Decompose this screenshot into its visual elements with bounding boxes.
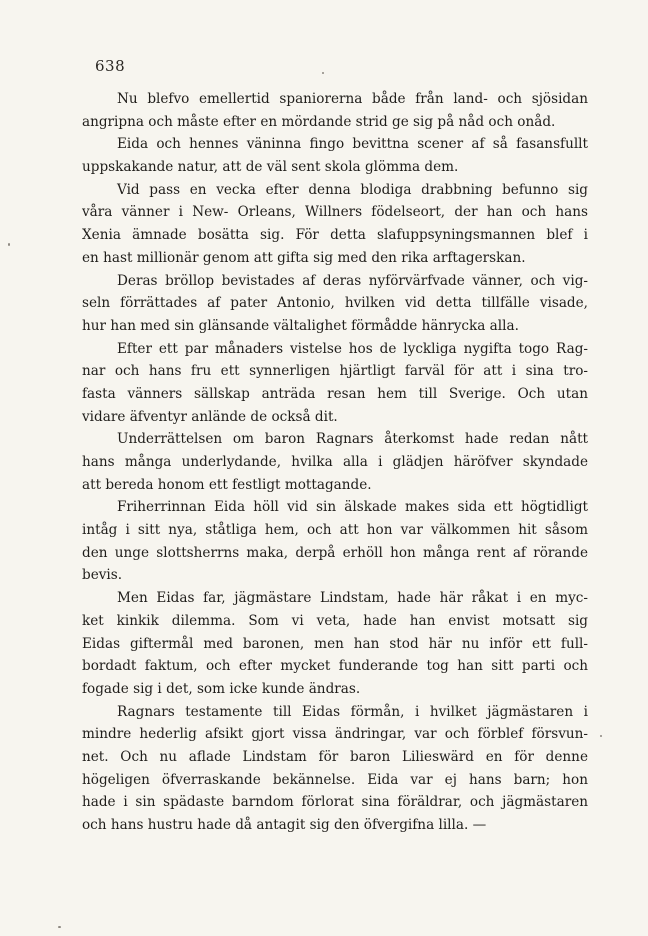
scan-speck — [8, 243, 10, 246]
text-line: hans många underlydande, hvilka alla i glädjen häröfver skyndade — [82, 454, 588, 470]
paragraph — [82, 496, 588, 587]
text-line: våra vänner i New- Orleans, Willners födelseort, der han och hans — [82, 204, 588, 221]
text-line: Eida och hennes väninna fingo bevittna scener af så fasansfullt — [117, 136, 588, 153]
scan-speck — [58, 926, 61, 928]
paragraph — [82, 338, 588, 429]
paragraph — [82, 701, 588, 837]
text-line: högeligen öfverraskande bekännelse. Eida var ej hans barn; hon — [82, 771, 588, 788]
text-line: uppskakande natur, att de väl sent skola glömma dem. — [82, 159, 459, 176]
text-line: mindre hederlig afsikt gjort vissa ändringar, var och förblef försvun- — [82, 726, 588, 743]
text-line: Friherrinnan Eida höll vid sin älskade makes sida ett högtidligt — [117, 499, 588, 516]
body-text — [82, 88, 588, 837]
text-line: Xenia ämnade bosätta sig. För detta slafuppsyningsmannen blef i — [82, 227, 588, 244]
text-line: Men Eidas far, jägmästare Lindstam, hade här råkat i en myc- — [117, 590, 588, 607]
text-line: hur han med sin glänsande vältalighet förmådde hänrycka alla. — [82, 317, 519, 334]
paragraph — [82, 587, 588, 700]
paragraph — [82, 179, 588, 270]
text-line: seln förrättades af pater Antonio, hvilken vid detta tillfälle visade, — [82, 295, 588, 312]
text-line: hade i sin spädaste barndom förlorat sina föräldrar, och jägmästaren — [82, 794, 588, 811]
text-line: en hast millionär genom att gifta sig med den rika arftagerskan. — [82, 249, 526, 266]
text-line: fasta vänners sällskap anträda resan hem till Sverige. Och utan — [82, 385, 588, 402]
text-line: net. Och nu aflade Lindstam för baron Lilieswärd en för denne — [82, 748, 588, 765]
text-line: och hans hustru hade då antagit sig den öfvergifna lilla. — — [82, 817, 487, 833]
text-line: bevis. — [82, 567, 123, 584]
text-line: Nu blefvo emellertid spaniorerna både från land- och sjösidan — [117, 91, 588, 107]
text-line: Vid pass en vecka efter denna blodiga drabbning befunno sig — [117, 181, 588, 198]
paragraph — [82, 88, 588, 133]
paragraph — [82, 133, 588, 178]
text-line: bordadt faktum, och efter mycket funderande tog han sitt parti och — [82, 658, 588, 675]
scan-speck — [600, 735, 602, 737]
text-line: Deras bröllop bevistades af deras nyförvärfvade vänner, och vig- — [117, 272, 588, 289]
paragraph — [82, 270, 588, 338]
text-line: den unge slottsherrns maka, derpå erhöll hon många rent af rörande — [82, 544, 588, 561]
paragraph — [82, 428, 588, 496]
text-line: Efter ett par månaders vistelse hos de lyckliga nygifta togo Rag- — [117, 340, 588, 357]
text-line: nar och hans fru ett synnerligen hjärtligt farväl för att i sina tro- — [82, 363, 588, 380]
text-line: Eidas giftermål med baronen, men han stod här nu inför ett full- — [82, 635, 588, 652]
text-line: Underrättelsen om baron Ragnars återkomst hade redan nått — [117, 431, 588, 448]
text-line: att bereda honom ett festligt mottagande. — [82, 476, 372, 493]
text-line: Ragnars testamente till Eidas förmån, i hvilket jägmästaren i — [117, 703, 588, 720]
text-line: vidare äfventyr anlände de också dit. — [82, 408, 338, 425]
page-number: 638 — [95, 57, 126, 75]
text-line: intåg i sitt nya, ståtliga hem, och att hon var välkommen hit såsom — [82, 522, 588, 539]
scan-speck — [322, 72, 324, 74]
text-line: angripna och måste efter en mördande strid ge sig på nåd och onåd. — [82, 113, 556, 130]
text-line: fogade sig i det, som icke kunde ändras. — [82, 680, 361, 697]
text-line: ket kinkik dilemma. Som vi veta, hade han envist motsatt sig — [82, 612, 588, 629]
